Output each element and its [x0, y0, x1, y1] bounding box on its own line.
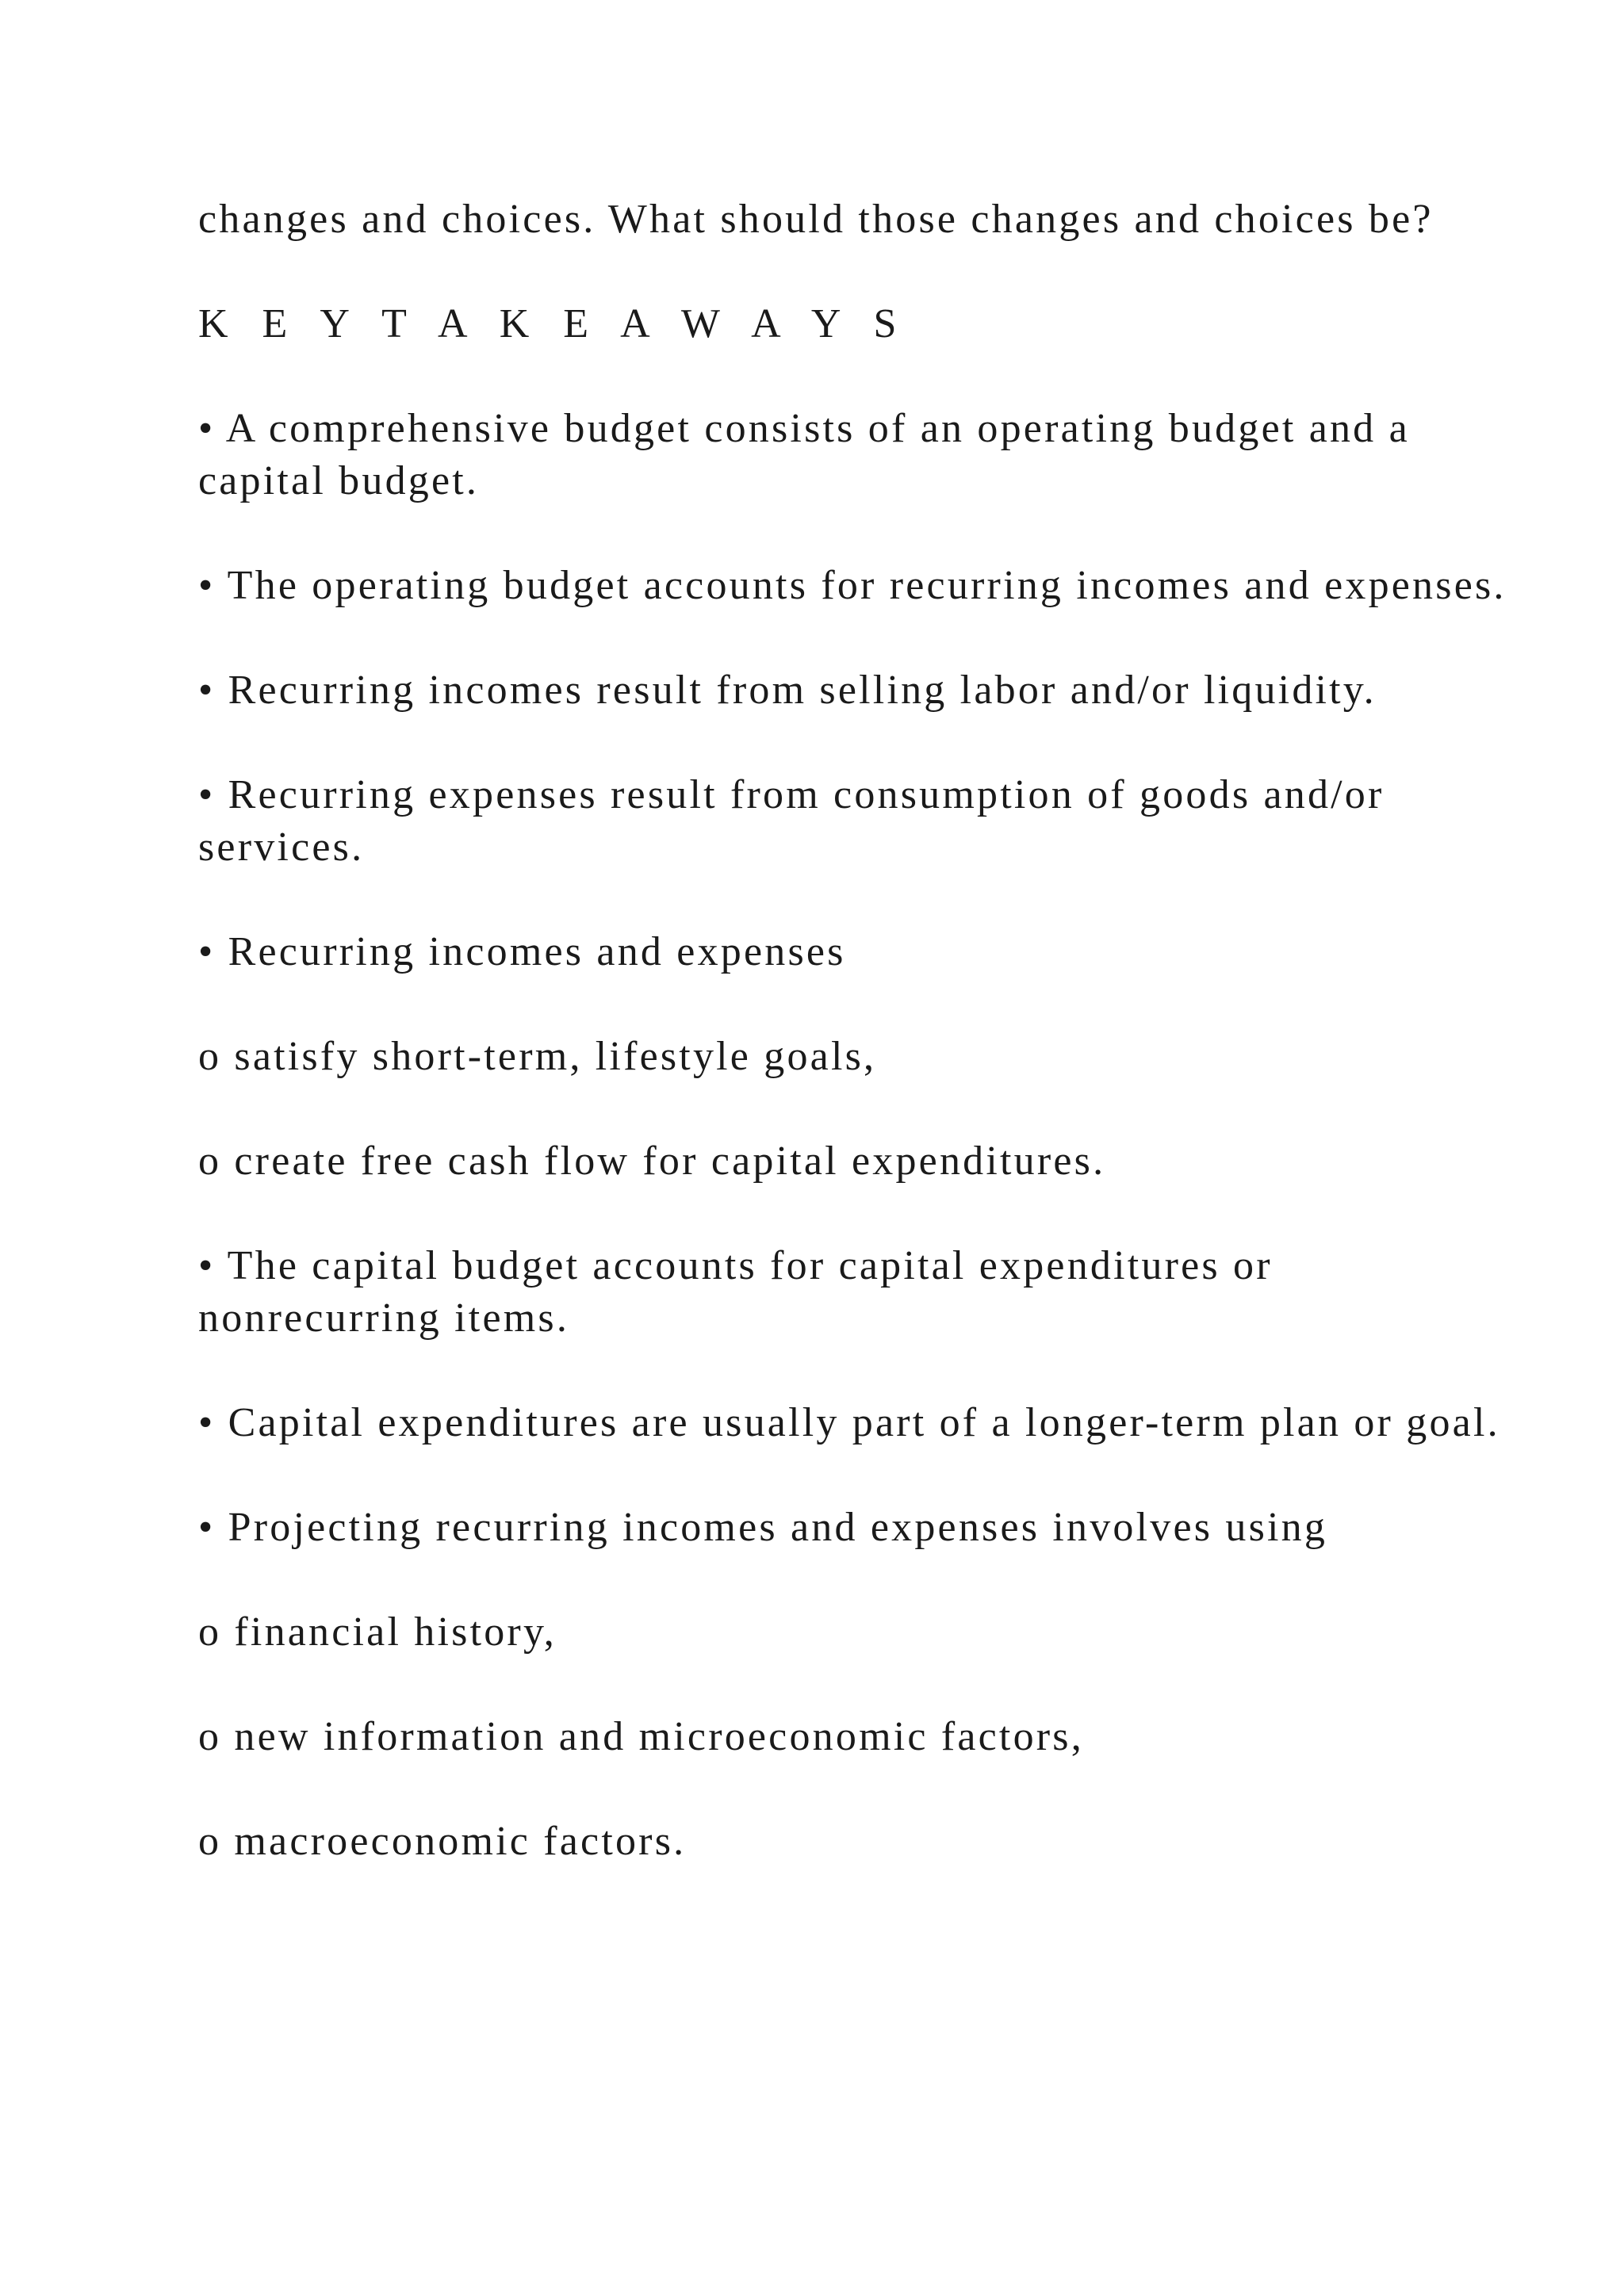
- list-item: • Projecting recurring incomes and expenses involves using: [198, 1505, 1328, 1550]
- list-item: • The capital budget accounts for capital expenditures or nonrecurring items.: [198, 1243, 1273, 1341]
- sub-list-item: o new information and microeconomic factors,: [198, 1714, 1084, 1759]
- list-item: • The operating budget accounts for recurring incomes and expenses.: [198, 563, 1507, 608]
- list-item: • A comprehensive budget consists of an operating budget and a capital budget.: [198, 406, 1410, 503]
- list-item: • Capital expenditures are usually part of a longer-term plan or goal.: [198, 1400, 1500, 1445]
- document-body: [198, 193, 1515, 1920]
- list-item: • Recurring incomes and expenses: [198, 929, 846, 974]
- list-item: • Recurring incomes result from selling labor and/or liquidity.: [198, 668, 1377, 713]
- sub-list-item: o create free cash flow for capital expenditures.: [198, 1138, 1106, 1184]
- sub-list-item: o financial history,: [198, 1609, 557, 1655]
- sub-list-item: o satisfy short-term, lifestyle goals,: [198, 1034, 877, 1079]
- section-heading: K E Y T A K E A W A Y S: [198, 301, 909, 346]
- intro-paragraph: changes and choices. What should those changes and choices be?: [198, 197, 1434, 242]
- list-item: • Recurring expenses result from consumption of goods and/or services.: [198, 772, 1385, 870]
- sub-list-item: o macroeconomic factors.: [198, 1819, 687, 1864]
